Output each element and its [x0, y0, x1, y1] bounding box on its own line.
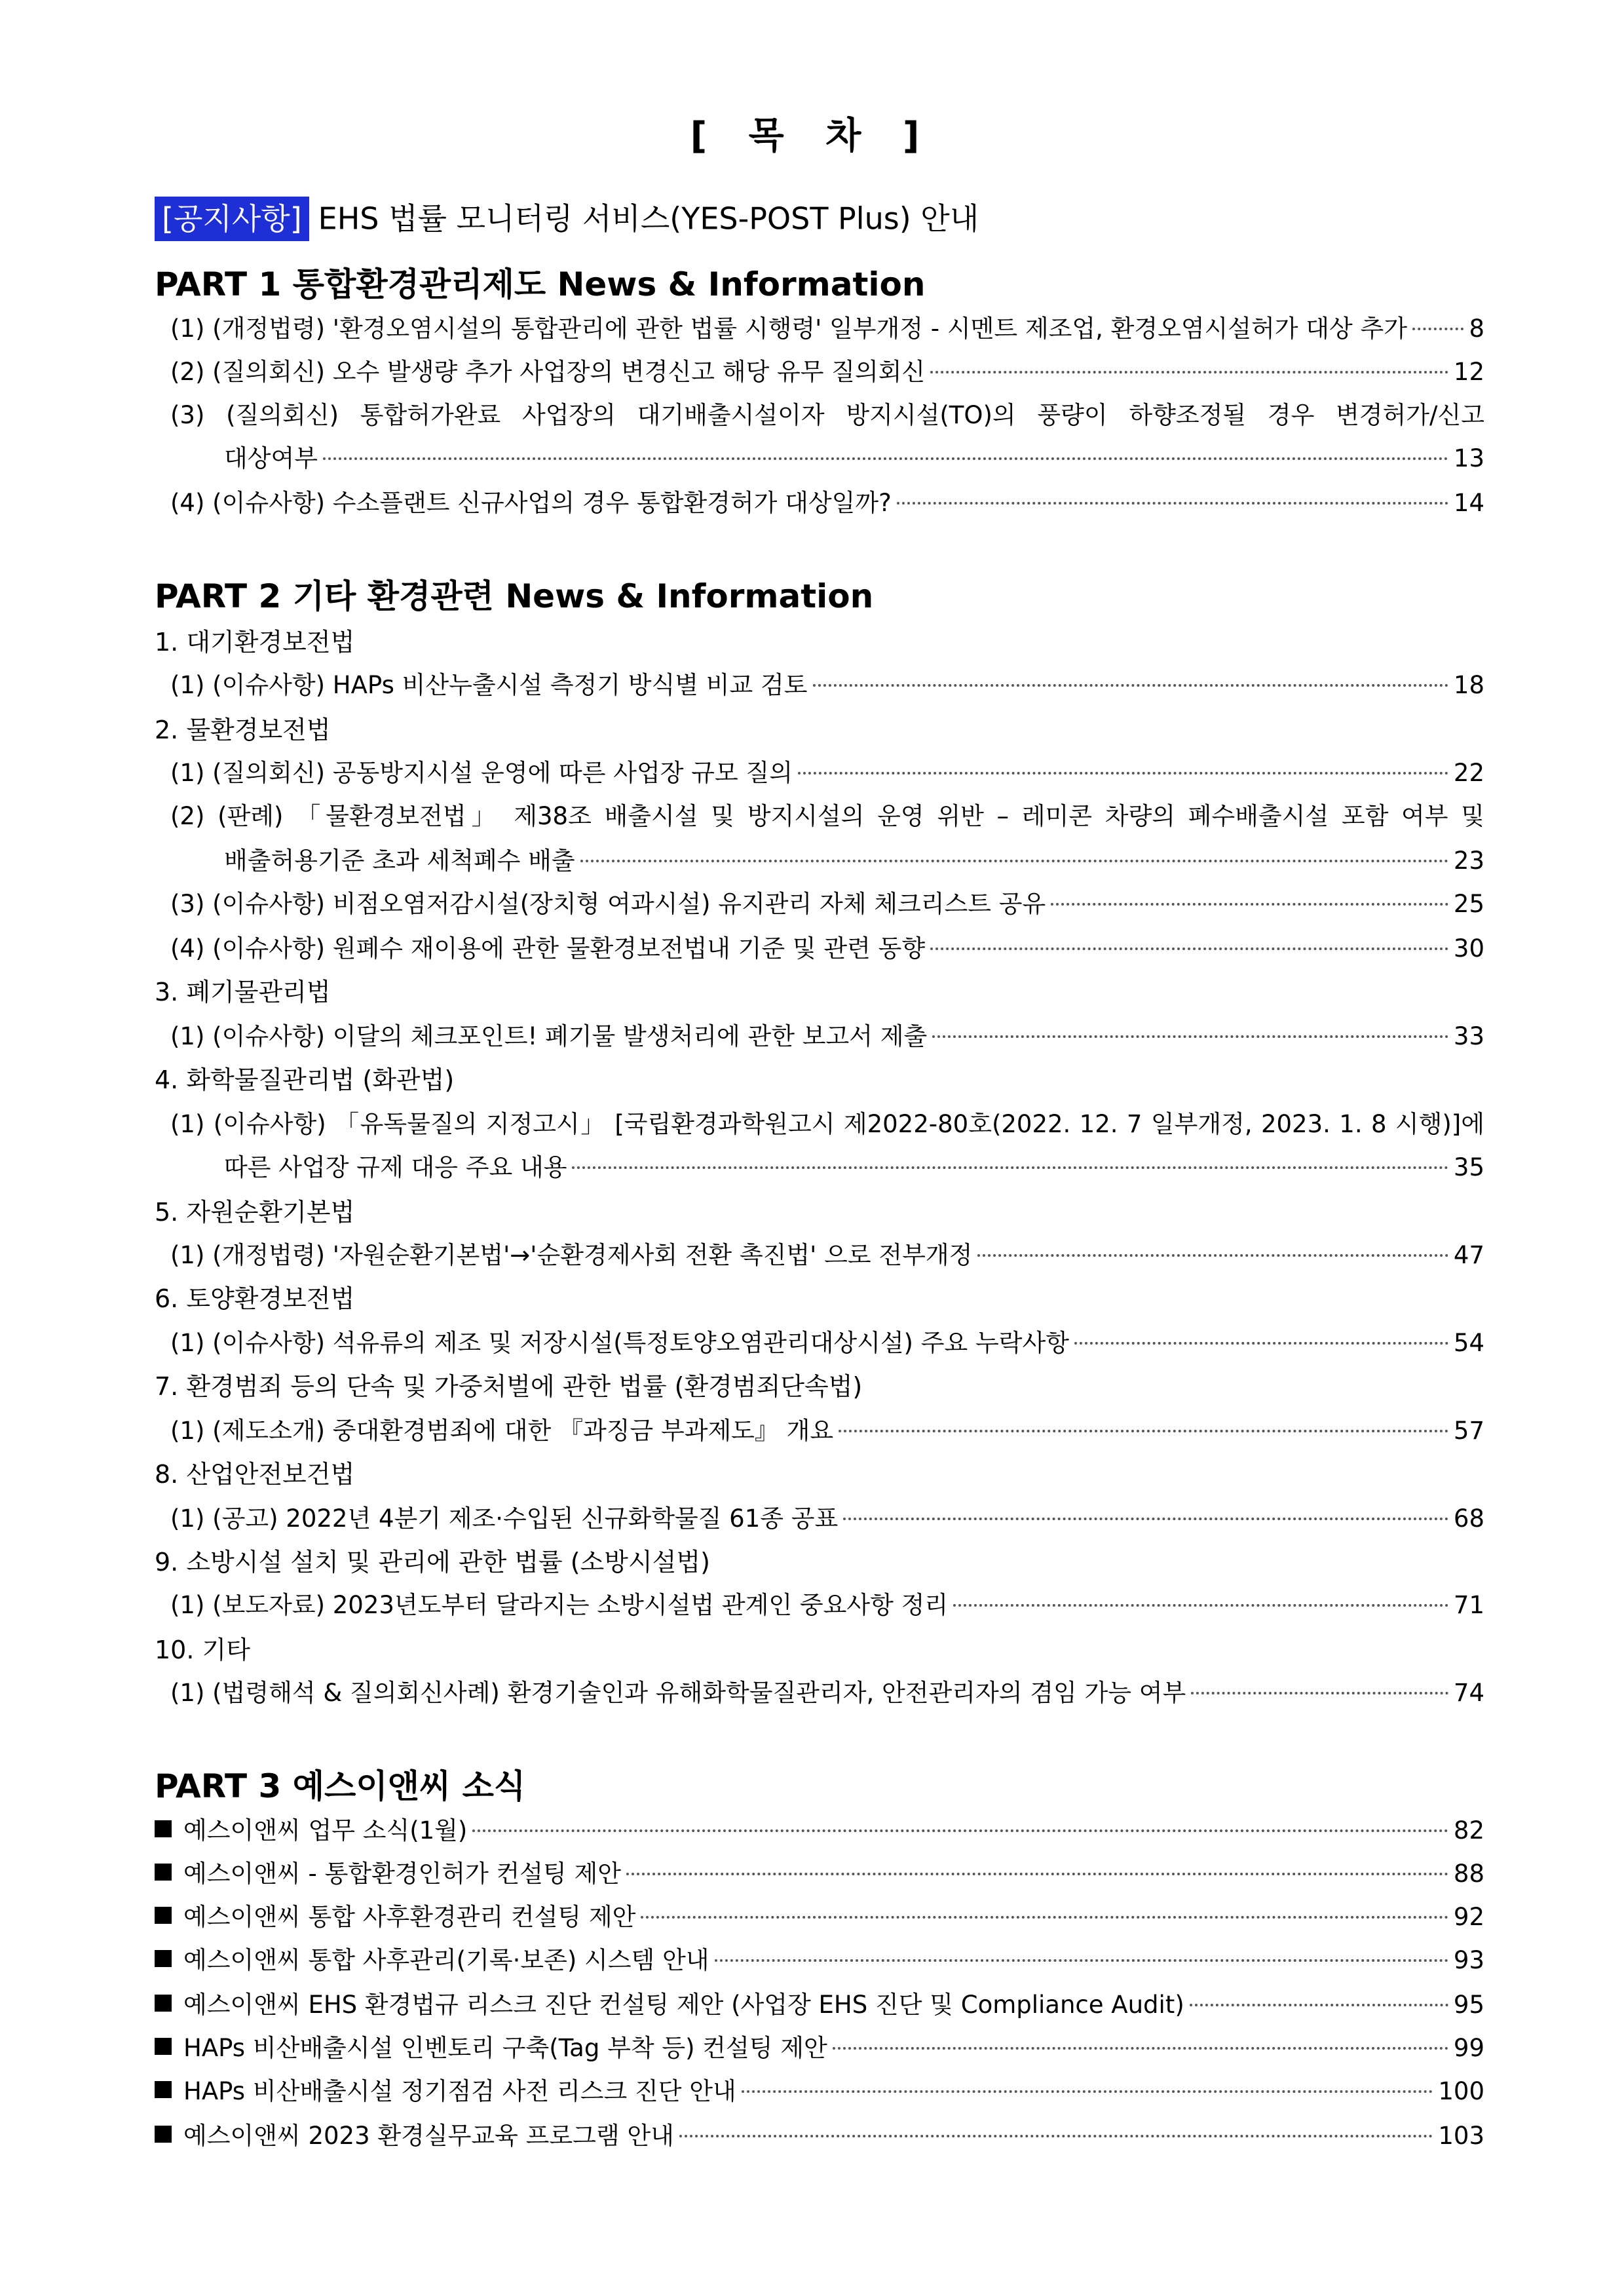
toc-entry[interactable]: [170, 1236, 1484, 1275]
toc-entry-page: 82: [1453, 1816, 1484, 1845]
toc-entry-text: (1) (개정법령) '자원순환기본법'→'순환경제사회 전환 촉진법' 으로 전부개정: [170, 1241, 973, 1269]
section-title: 3. 폐기물관리법: [155, 978, 331, 1006]
toc-entry[interactable]: [170, 353, 1484, 392]
toc-entry[interactable]: [170, 885, 1484, 924]
toc-entry-text[interactable]: (1) (이슈사항) 「유독물질의 지정고시」 [국립환경과학원고시 제2022-80호(2022. 12. 7 일부개정, 2023. 1. 8 시행)]에: [170, 1110, 1484, 1138]
toc-entry[interactable]: [170, 754, 1484, 793]
dot-leader: [833, 2047, 1448, 2050]
toc-entry-page: 71: [1453, 1591, 1484, 1619]
toc-entry-page: 93: [1453, 1946, 1484, 1974]
toc-entry-page: 30: [1453, 934, 1484, 963]
toc-entry-text: (1) (공고) 2022년 4분기 제조·수입된 신규화학물질 61종 공표: [170, 1504, 839, 1533]
toc-entry-page: 8: [1469, 315, 1484, 343]
toc-entry-page: 13: [1453, 444, 1484, 472]
toc-entry-text-cont: 따른 사업장 규제 대응 주요 내용: [224, 1153, 567, 1181]
part1-heading: PART 1 통합환경관리제도 News & Information: [155, 265, 926, 303]
dot-leader: [798, 772, 1448, 775]
toc-entry[interactable]: [155, 2116, 1484, 2156]
toc-entry[interactable]: [155, 2029, 1484, 2068]
toc-entry[interactable]: [170, 1586, 1484, 1625]
toc-entry-page: 92: [1453, 1903, 1484, 1931]
dot-leader: [580, 860, 1448, 862]
toc-entry-page: 68: [1453, 1504, 1484, 1533]
toc-entry-page: 14: [1453, 489, 1484, 517]
dot-leader: [323, 457, 1448, 460]
toc-entry-page: 35: [1453, 1153, 1484, 1181]
notice-line: [155, 190, 979, 245]
toc-entry-page: 95: [1453, 1991, 1484, 2019]
dot-leader: [715, 1959, 1448, 1962]
dot-leader: [1190, 2004, 1448, 2006]
section-title: 10. 기타: [155, 1636, 250, 1664]
square-bullet-icon: [155, 1907, 172, 1924]
part2-heading: PART 2 기타 환경관련 News & Information: [155, 577, 874, 615]
notice-text: EHS 법률 모니터링 서비스(YES-POST Plus) 안내: [318, 201, 979, 237]
toc-entry[interactable]: [170, 484, 1484, 523]
square-bullet-icon: [155, 2126, 172, 2143]
toc-entry-text[interactable]: (2) (판례) 「물환경보전법」 제38조 배출시설 및 방지시설의 운영 위반 – 레미콘 차량의 폐수배출시설 포함 여부 및: [170, 802, 1484, 830]
toc-entry-text: (2) (질의회신) 오수 발생량 추가 사업장의 변경신고 해당 유무 질의회신: [170, 358, 926, 386]
section-title: 4. 화학물질관리법 (화관법): [155, 1065, 455, 1094]
toc-entry-page: 18: [1453, 671, 1484, 699]
toc-entry-text: 예스이앤씨 EHS 환경법규 리스크 진단 컨설팅 제안 (사업장 EHS 진단 및 Compliance Audit): [183, 1991, 1184, 2019]
toc-entry-page: 74: [1453, 1679, 1484, 1707]
section-title: 9. 소방시설 설치 및 관리에 관한 법률 (소방시설법): [155, 1548, 710, 1577]
dot-leader: [930, 371, 1448, 373]
dot-leader: [626, 1873, 1448, 1875]
dot-leader: [472, 1829, 1448, 1832]
toc-entry-page: 33: [1453, 1022, 1484, 1050]
toc-entry[interactable]: [155, 2072, 1484, 2111]
dot-leader: [572, 1166, 1448, 1169]
toc-entry[interactable]: [170, 666, 1484, 705]
toc-entry[interactable]: [155, 1898, 1484, 1937]
toc-entry-text-cont: 배출허용기준 초과 세척폐수 배출: [224, 847, 575, 875]
dot-leader: [641, 1916, 1448, 1919]
toc-entry-page: 103: [1438, 2122, 1484, 2150]
square-bullet-icon: [155, 2081, 172, 2098]
toc-entry[interactable]: [155, 1985, 1484, 2025]
dot-leader: [1074, 1342, 1448, 1345]
dot-leader: [930, 947, 1448, 950]
toc-entry[interactable]: [155, 1854, 1484, 1894]
toc-entry-text: (1) (질의회신) 공동방지시설 운영에 따른 사업장 규모 질의: [170, 759, 793, 787]
dot-leader: [742, 2090, 1433, 2093]
dot-leader: [839, 1430, 1448, 1432]
section-title: 7. 환경범죄 등의 단속 및 가중처벌에 관한 법률 (환경범죄단속법): [155, 1372, 863, 1401]
toc-entry-page: 88: [1453, 1860, 1484, 1888]
toc-entry[interactable]: [224, 439, 1484, 478]
dot-leader: [1412, 328, 1463, 330]
toc-entry[interactable]: [170, 1324, 1484, 1363]
toc-entry-text[interactable]: (3) (질의회신) 통합허가완료 사업장의 대기배출시설이자 방지시설(TO)의 풍량이 하향조정될 경우 변경허가/신고: [170, 401, 1484, 429]
square-bullet-icon: [155, 1950, 172, 1967]
dot-leader: [1051, 903, 1448, 906]
toc-entry-text: (1) (이슈사항) HAPs 비산누출시설 측정기 방식별 비교 검토: [170, 671, 808, 699]
toc-entry-text: 예스이앤씨 통합 사후관리(기록·보존) 시스템 안내: [183, 1946, 709, 1974]
toc-entry-text: 예스이앤씨 - 통합환경인허가 컨설팅 제안: [183, 1860, 622, 1888]
toc-entry-text: (1) (이슈사항) 석유류의 제조 및 저장시설(특정토양오염관리대상시설) 주요 누락사항: [170, 1329, 1069, 1357]
toc-entry-text: (3) (이슈사항) 비점오염저감시설(장치형 여과시설) 유지관리 자체 체크리스트 공유: [170, 890, 1046, 918]
toc-entry-text: (1) (법령해석 & 질의회신사례) 환경기술인과 유해화학물질관리자, 안전관리자의 겸임 가능 여부: [170, 1679, 1186, 1707]
toc-entry-text: 예스이앤씨 통합 사후환경관리 컨설팅 제안: [183, 1903, 636, 1931]
toc-entry-text: 예스이앤씨 업무 소식(1월): [183, 1816, 468, 1845]
dot-leader: [843, 1518, 1448, 1520]
toc-entry-text: (4) (이슈사항) 원폐수 재이용에 관한 물환경보전법내 기준 및 관련 동향: [170, 934, 926, 963]
section-title: 8. 산업안전보건법: [155, 1460, 355, 1489]
toc-entry-page: 57: [1453, 1417, 1484, 1445]
toc-entry[interactable]: [170, 929, 1484, 968]
toc-entry-page: 25: [1453, 890, 1484, 918]
toc-entry[interactable]: [155, 1941, 1484, 1980]
toc-entry-page: 99: [1453, 2034, 1484, 2062]
toc-entry-text: HAPs 비산배출시설 정기점검 사전 리스크 진단 안내: [183, 2077, 736, 2105]
toc-entry-text: (1) (개정법령) '환경오염시설의 통합관리에 관한 법률 시행령' 일부개정 - 시멘트 제조업, 환경오염시설허가 대상 추가: [170, 315, 1408, 343]
square-bullet-icon: [155, 1995, 172, 2012]
dot-leader: [953, 1604, 1448, 1607]
toc-entry[interactable]: [170, 1017, 1484, 1056]
toc-entry-text: (4) (이슈사항) 수소플랜트 신규사업의 경우 통합환경허가 대상일까?: [170, 489, 892, 517]
page-title: [ 목 차 ]: [690, 115, 934, 157]
toc-entry[interactable]: [170, 1674, 1484, 1713]
toc-entry[interactable]: [224, 841, 1484, 881]
dot-leader: [813, 684, 1448, 687]
notice-badge: [공지사항]: [155, 197, 309, 241]
toc-entry-text-cont: 대상여부: [224, 444, 318, 472]
square-bullet-icon: [155, 1864, 172, 1881]
dot-leader: [977, 1254, 1448, 1257]
square-bullet-icon: [155, 1820, 172, 1837]
toc-entry-text: HAPs 비산배출시설 인벤토리 구축(Tag 부착 등) 컨설팅 제안: [183, 2034, 827, 2062]
toc-entry-text: 예스이앤씨 2023 환경실무교육 프로그램 안내: [183, 2122, 674, 2150]
toc-entry-page: 54: [1453, 1329, 1484, 1357]
toc-entry-text: (1) (제도소개) 중대환경범죄에 대한 『과징금 부과제도』 개요: [170, 1417, 834, 1445]
toc-entry[interactable]: [170, 1411, 1484, 1451]
part3-heading: PART 3 예스이앤씨 소식: [155, 1767, 526, 1805]
toc-entry-text: (1) (보도자료) 2023년도부터 달라지는 소방시설법 관계인 중요사항 정리: [170, 1591, 949, 1619]
dot-leader: [897, 502, 1448, 505]
toc-entry-page: 23: [1453, 847, 1484, 875]
toc-entry-page: 12: [1453, 358, 1484, 386]
toc-entry[interactable]: [170, 1499, 1484, 1539]
toc-entry[interactable]: [224, 1148, 1484, 1187]
toc-entry-page: 47: [1453, 1241, 1484, 1269]
section-title: 2. 물환경보전법: [155, 716, 331, 744]
square-bullet-icon: [155, 2038, 172, 2055]
section-title: 6. 토양환경보전법: [155, 1284, 355, 1313]
toc-entry[interactable]: [170, 309, 1484, 349]
dot-leader: [679, 2135, 1433, 2137]
toc-entry[interactable]: [155, 1811, 1484, 1850]
section-title: 1. 대기환경보전법: [155, 628, 355, 657]
toc-entry-page: 100: [1438, 2077, 1484, 2105]
dot-leader: [932, 1035, 1448, 1038]
section-title: 5. 자원순환기본법: [155, 1198, 355, 1227]
toc-entry-text: (1) (이슈사항) 이달의 체크포인트! 폐기물 발생처리에 관한 보고서 제출: [170, 1022, 928, 1050]
toc-entry-page: 22: [1453, 759, 1484, 787]
dot-leader: [1191, 1692, 1448, 1694]
